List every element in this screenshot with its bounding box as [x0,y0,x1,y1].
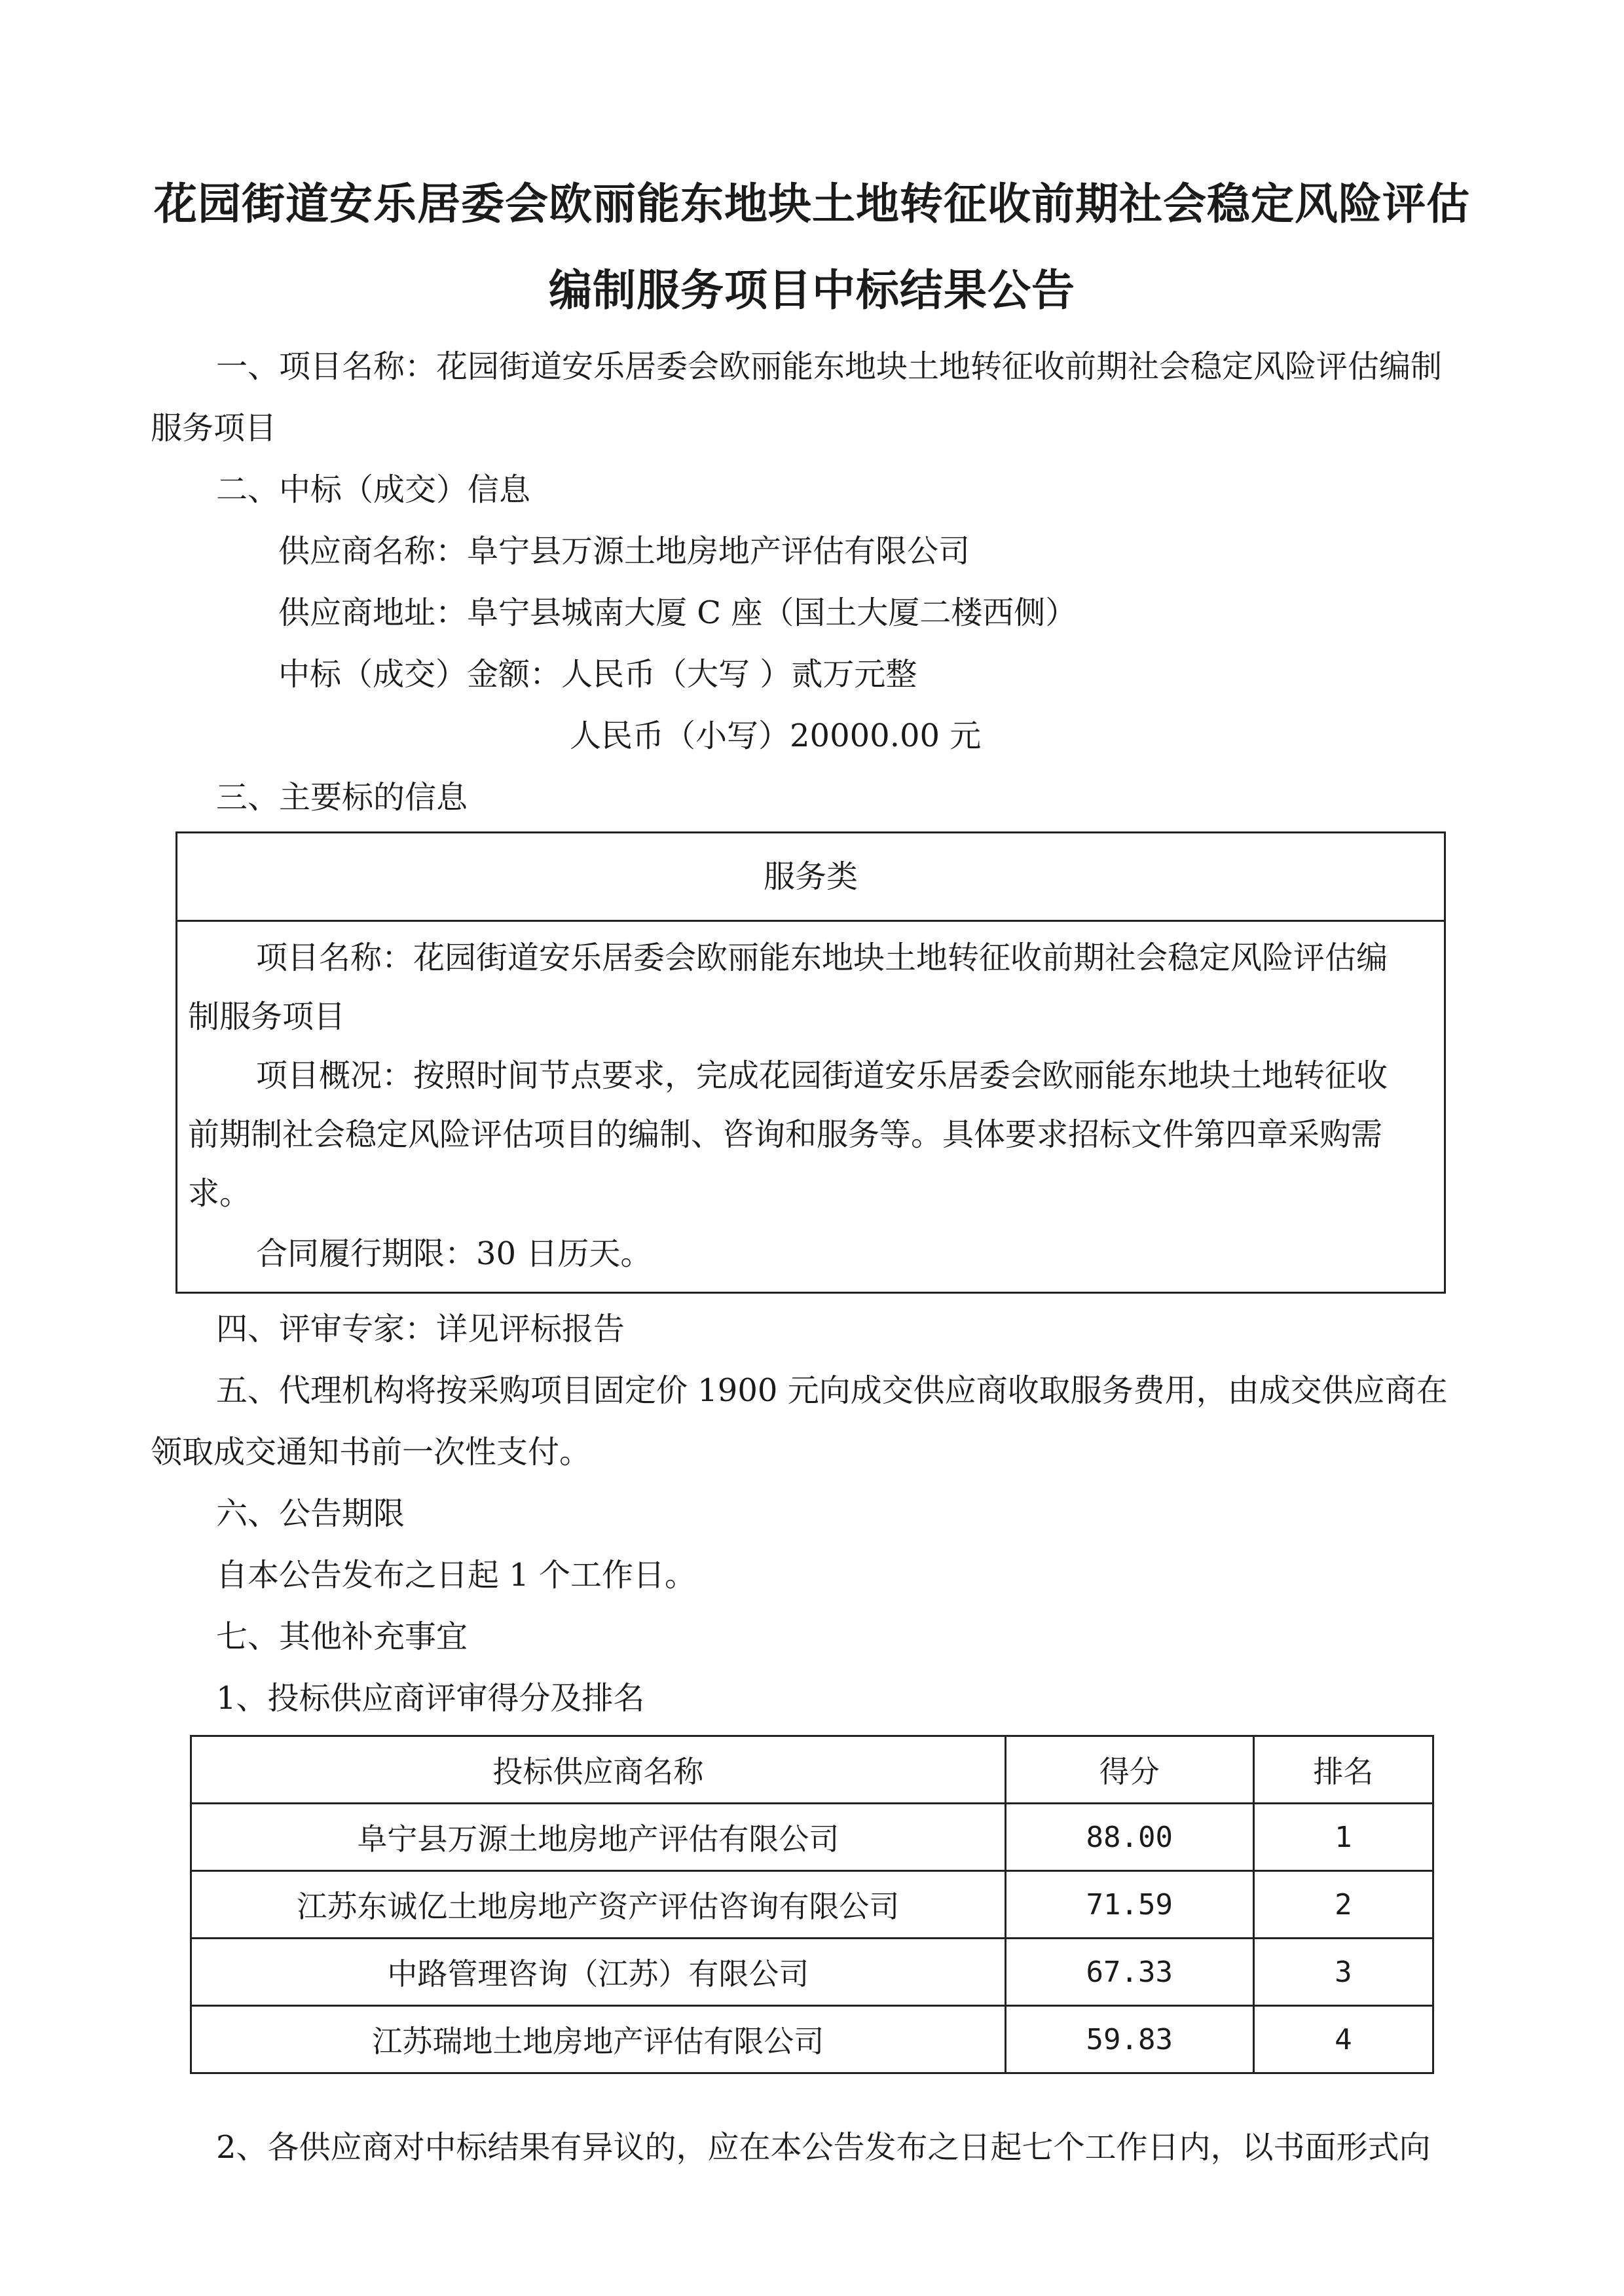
scores-subheading: 1、投标供应商评审得分及排名 [216,1680,645,1717]
box-overview-1: 项目概况：按照时间节点要求，完成花园街道安乐居委会欧丽能东地块土地转征收 [256,1057,1388,1094]
objection-notice: 2、各供应商对中标结果有异议的，应在本公告发布之日起七个工作日内，以书面形式向 [216,2129,1431,2166]
table-header-row [191,1736,1433,1804]
scores-table [190,1735,1434,2074]
supplier-address: 供应商地址：阜宁县城南大厦 C 座（国土大厦二楼西侧） [278,594,1077,631]
box-overview-3: 求。 [188,1175,251,1212]
notice-period-text: 自本公告发布之日起 1 个工作日。 [216,1557,697,1594]
table-row [191,1871,1433,1939]
bid-info-heading: 二、中标（成交）信息 [216,471,531,508]
agency-fee-line-1: 五、代理机构将按采购项目固定价 1900 元向成交供应商收取服务费用，由成交供应商在 [216,1372,1448,1409]
box-contract-period: 合同履行期限：30 日历天。 [256,1235,652,1272]
box-project-name-2: 制服务项目 [188,998,346,1035]
agency-fee-line-2: 领取成交通知书前一次性支付。 [151,1434,591,1470]
table-row [191,2006,1433,2073]
header-score: 得分 [1005,1736,1253,1804]
other-matters-heading: 七、其他补充事宜 [216,1618,468,1655]
project-name-line-1: 一、项目名称：花园街道安乐居委会欧丽能东地块土地转征收前期社会稳定风险评估编制 [216,348,1443,385]
table-row [191,1804,1433,1871]
box-project-name-1: 项目名称：花园街道安乐居委会欧丽能东地块土地转征收前期社会稳定风险评估编 [256,939,1388,976]
subject-info-box [175,831,1446,1294]
rank-cell: 2 [1253,1871,1433,1939]
rank-cell: 3 [1253,1939,1433,2006]
bid-amount-lower: 人民币（小写）20000.00 元 [570,718,982,754]
rank-cell: 1 [1253,1804,1433,1871]
score-cell: 88.00 [1005,1804,1253,1871]
supplier-cell: 江苏东诚亿土地房地产资产评估咨询有限公司 [191,1871,1006,1939]
score-cell: 71.59 [1005,1871,1253,1939]
bid-amount-upper: 中标（成交）金额：人民币（大写 ）贰万元整 [278,656,917,693]
review-experts: 四、评审专家：详见评标报告 [216,1311,625,1347]
box-header-service: 服务类 [177,833,1444,922]
supplier-cell: 阜宁县万源土地房地产评估有限公司 [191,1804,1006,1871]
supplier-cell: 江苏瑞地土地房地产评估有限公司 [191,2006,1006,2073]
supplier-cell: 中路管理咨询（江苏）有限公司 [191,1939,1006,2006]
title-line-2: 编制服务项目中标结果公告 [549,265,1075,316]
supplier-name: 供应商名称：阜宁县万源土地房地产评估有限公司 [278,533,970,570]
notice-period-heading: 六、公告期限 [216,1495,405,1532]
project-name-line-2: 服务项目 [151,410,277,446]
score-cell: 59.83 [1005,2006,1253,2073]
rank-cell: 4 [1253,2006,1433,2073]
header-rank: 排名 [1253,1736,1433,1804]
box-overview-2: 前期制社会稳定风险评估项目的编制、咨询和服务等。具体要求招标文件第四章采购需 [188,1116,1383,1153]
header-supplier: 投标供应商名称 [191,1736,1006,1804]
subject-info-heading: 三、主要标的信息 [216,779,468,816]
score-cell: 67.33 [1005,1939,1253,2006]
table-row [191,1939,1433,2006]
title-line-1: 花园街道安乐居委会欧丽能东地块土地转征收前期社会稳定风险评估 [154,179,1470,229]
